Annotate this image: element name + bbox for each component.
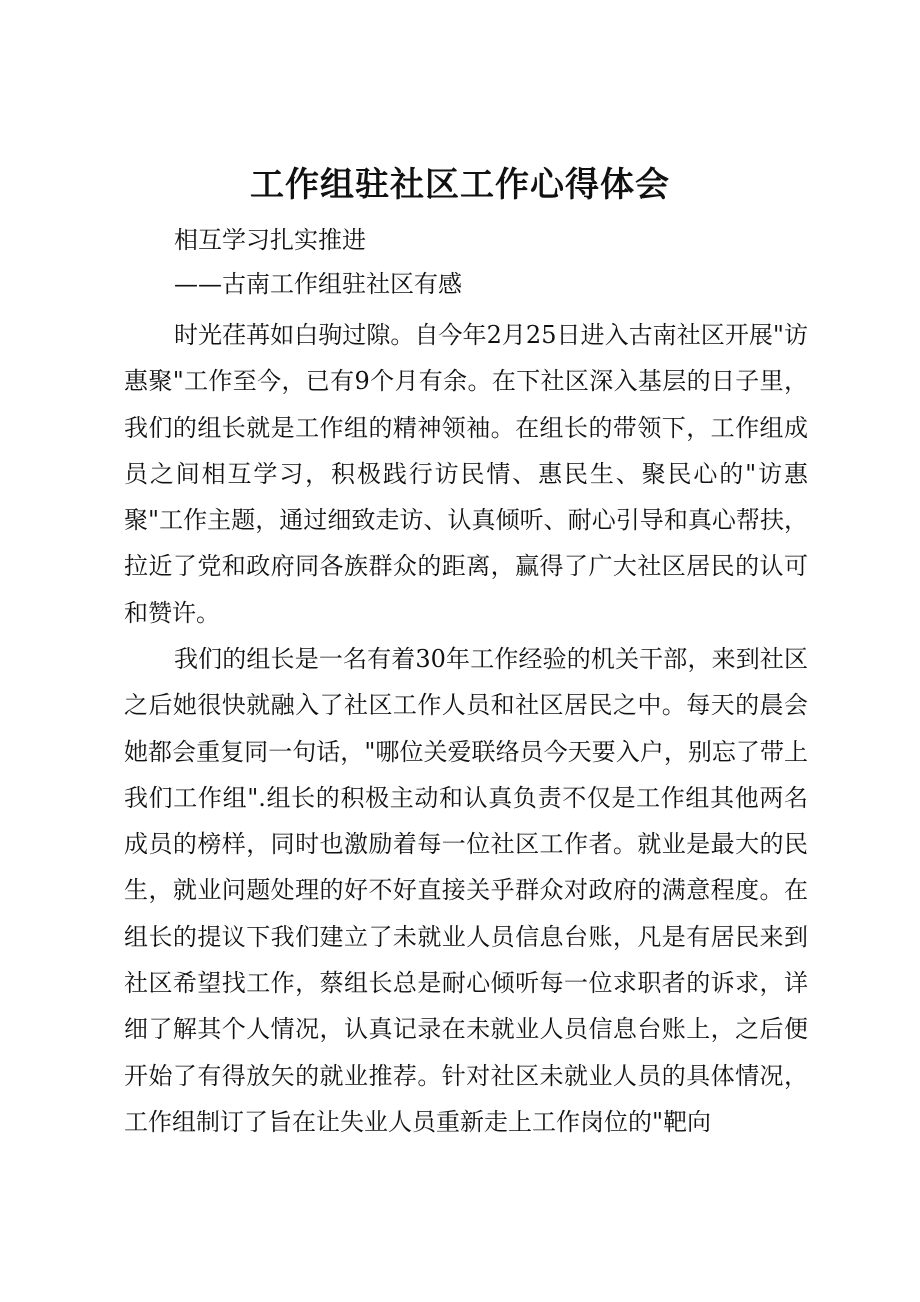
paragraph-2: 我们的组长是一名有着30年工作经验的机关干部，来到社区之后她很快就融入了社区工作人员和社区居民之中。每天的晨会她都会重复同一句话，"哪位关爱联络员今天要入户，别忘了带上我们工作组".组长的积极主动和认真负责不仅是工作组其他两名成员的榜样，同时也激励着每一位社区工作者。就业是最大的民生，就业问题处理的好不好直接关乎群众对政府的满意程度。在组长的提议下我们建立了未就业人员信息台账，凡是有居民来到社区希望找工作，蔡组长总是耐心倾听每一位求职者的诉求，详细了解其个人情况，认真记录在未就业人员信息台账上，之后便开始了有得放矢的就业推荐。针对社区未就业人员的具体情况，工作组制订了旨在让失业人员重新走上工作岗位的"靶向	[124, 645, 808, 1136]
paragraph-1: 时光荏苒如白驹过隙。自今年2月25日进入古南社区开展"访惠聚"工作至今，已有9个月有余。在下社区深入基层的日子里，我们的组长就是工作组的精神领袖。在组长的带领下，工作组成员之间相互学习，积极践行访民情、惠民生、聚民心的"访惠聚"工作主题，通过细致走访、认真倾听、耐心引导和真心帮扶，拉近了党和政府同各族群众的距离，赢得了广大社区居民的认可和赞许。	[124, 321, 808, 627]
document-title: 工作组驻社区工作心得体会	[250, 165, 670, 205]
document-subtitle: 相互学习扎实推进	[174, 226, 366, 254]
document-byline: ——古南工作组驻社区有感	[174, 270, 462, 298]
